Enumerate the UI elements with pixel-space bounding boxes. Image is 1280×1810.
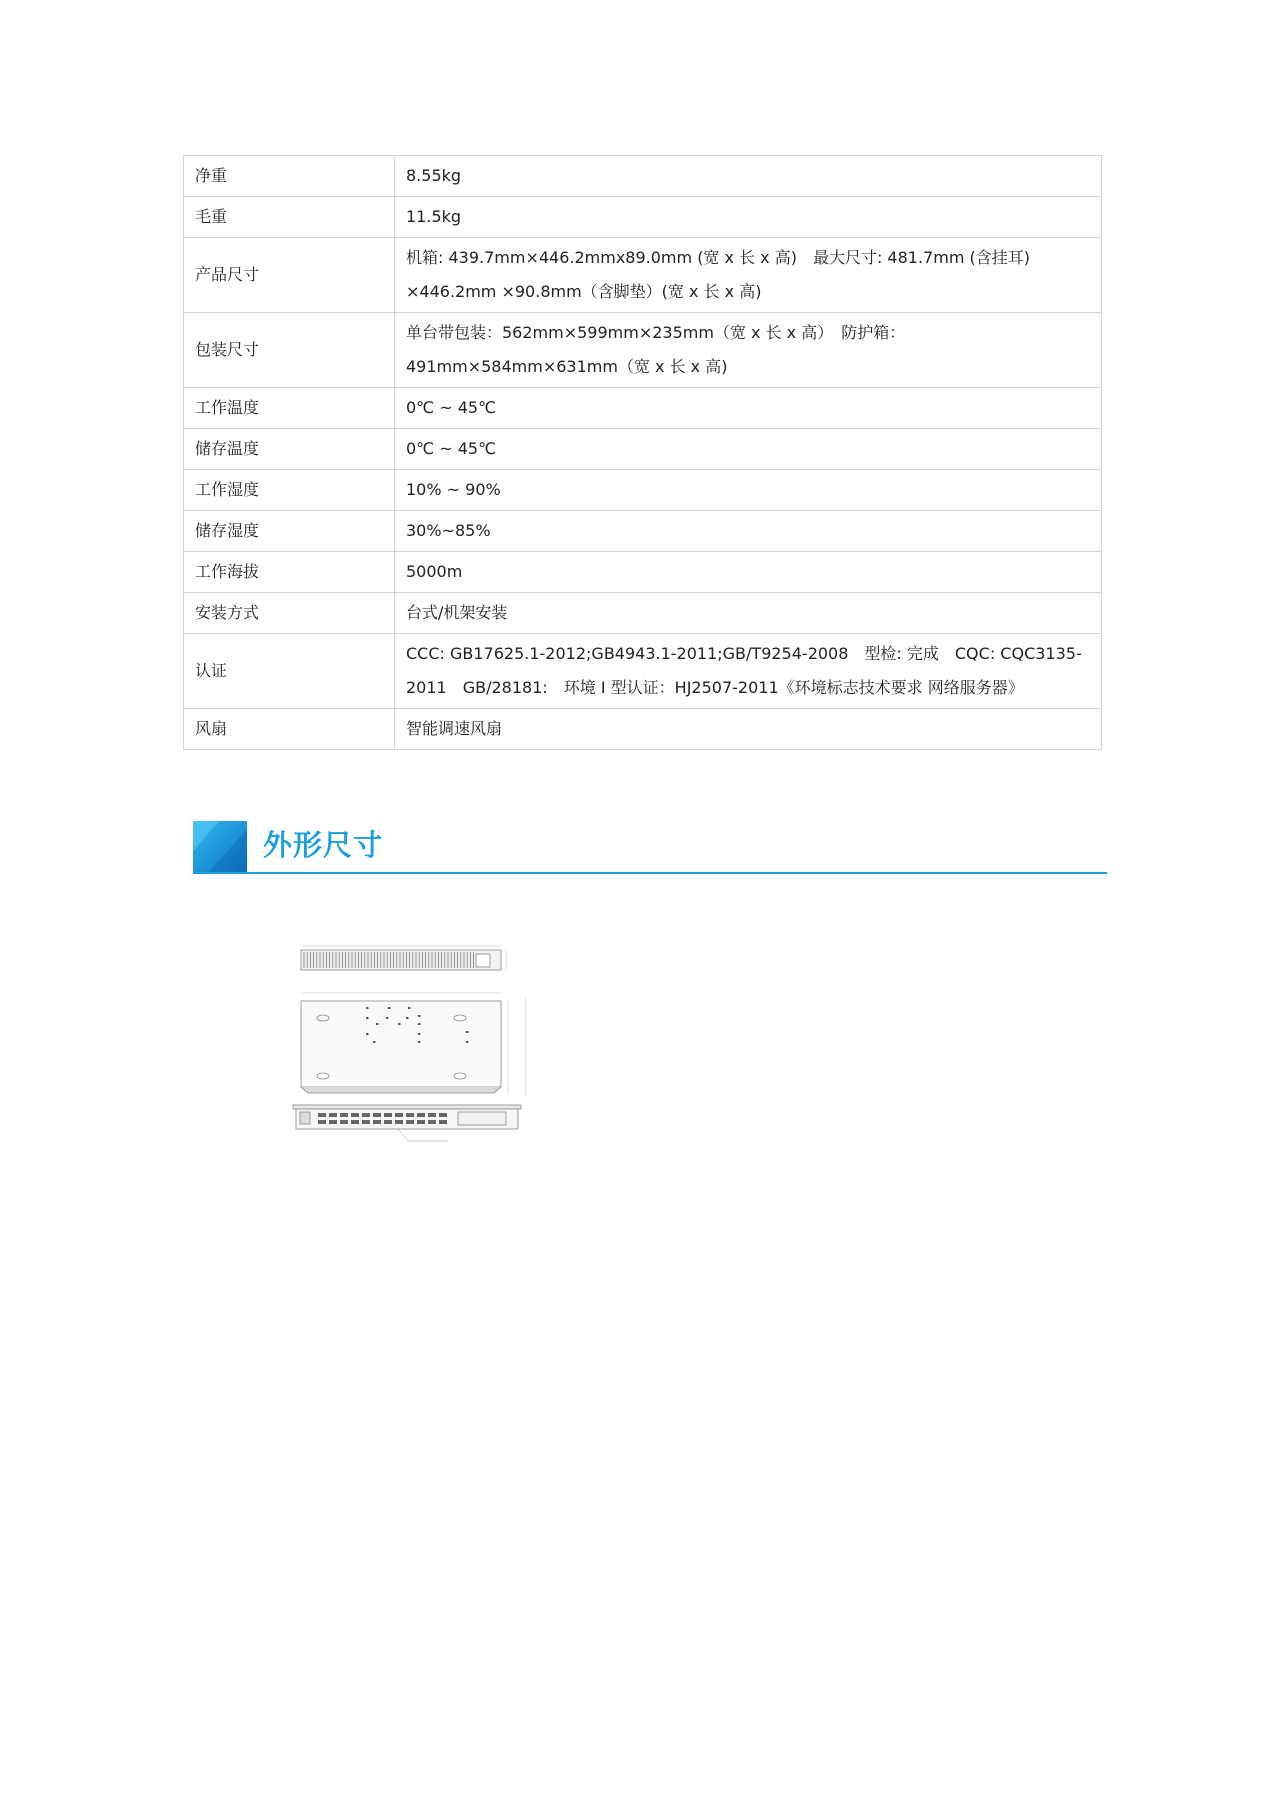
table-row (184, 238, 1102, 313)
spec-value: 机箱: 439.7mm×446.2mmx89.0mm (宽 x 长 x 高) 最大尺寸: 481.7mm (含挂耳) ×446.2mm ×90.8mm（含脚垫）(宽 x 长 x 高) (395, 238, 1102, 313)
table-row (184, 470, 1102, 511)
table-row (184, 593, 1102, 634)
spec-value: 单台带包装：562mm×599mm×235mm（宽 x 长 x 高） 防护箱：491mm×584mm×631mm（宽 x 长 x 高) (395, 313, 1102, 388)
section-marker-icon (193, 821, 247, 874)
spec-value: CCC: GB17625.1-2012;GB4943.1-2011;GB/T9254-2008 型检: 完成 CQC: CQC3135-2011 GB/28181: 环境 I 型认证：HJ2507-2011《环境标志技术要求 网络服务器》 (395, 634, 1102, 709)
spec-value: 智能调速风扇 (395, 709, 1102, 750)
spec-value: 10% ~ 90% (395, 470, 1102, 511)
spec-label: 工作温度 (184, 388, 395, 429)
table-row (184, 197, 1102, 238)
spec-value: 8.55kg (395, 156, 1102, 197)
section-header (193, 821, 1107, 875)
spec-value: 0℃ ~ 45℃ (395, 429, 1102, 470)
plan-view (301, 993, 526, 1097)
table-row (184, 156, 1102, 197)
spec-label: 储存温度 (184, 429, 395, 470)
spec-table (183, 155, 1102, 750)
table-row (184, 313, 1102, 388)
spec-label: 安装方式 (184, 593, 395, 634)
dimension-drawing (288, 945, 533, 1150)
table-row (184, 429, 1102, 470)
table-row (184, 388, 1102, 429)
spec-label: 储存湿度 (184, 511, 395, 552)
spec-label: 包装尺寸 (184, 313, 395, 388)
spec-label: 净重 (184, 156, 395, 197)
table-row (184, 709, 1102, 750)
spec-value: 5000m (395, 552, 1102, 593)
table-row (184, 634, 1102, 709)
spec-value: 0℃ ~ 45℃ (395, 388, 1102, 429)
spec-label: 毛重 (184, 197, 395, 238)
table-row (184, 511, 1102, 552)
spec-label: 风扇 (184, 709, 395, 750)
table-row (184, 552, 1102, 593)
section-divider (193, 872, 1107, 874)
spec-label: 认证 (184, 634, 395, 709)
section-title: 外形尺寸 (263, 828, 384, 862)
spec-label: 工作海拔 (184, 552, 395, 593)
spec-label: 工作湿度 (184, 470, 395, 511)
spec-label: 产品尺寸 (184, 238, 395, 313)
spec-value: 台式/机架安装 (395, 593, 1102, 634)
spec-value: 11.5kg (395, 197, 1102, 238)
spec-value: 30%~85% (395, 511, 1102, 552)
